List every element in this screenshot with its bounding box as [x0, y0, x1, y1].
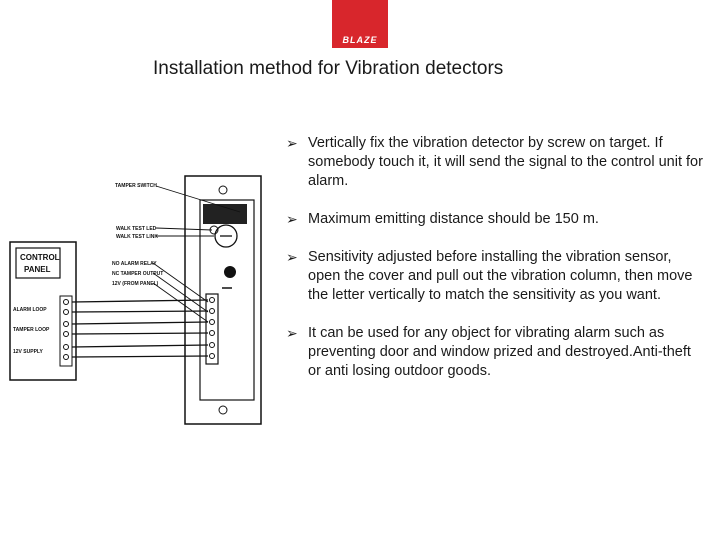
supply-label: 12V SUPPLY [13, 349, 43, 355]
slide-title: Installation method for Vibration detectors [153, 58, 504, 79]
bullet-text: Sensitivity adjusted before installing the vibration sensor, open the cover and pull out the vibration column, then move the letter vertically to match the sensitivity as you want. [308, 249, 693, 303]
arrow-bullet-icon: ➢ [286, 135, 298, 151]
brand-logo-text: BLAZE [342, 35, 378, 45]
brand-logo [332, 0, 388, 48]
tamper-loop-label: TAMPER LOOP [13, 327, 50, 333]
supply-from-panel-label: 12V (FROM PANEL) [112, 281, 159, 287]
wiring-diagram [8, 170, 278, 450]
arrow-bullet-icon: ➢ [286, 211, 298, 227]
bullet-item [286, 324, 706, 381]
wires [72, 300, 208, 357]
no-alarm-relay-label: NO ALARM RELAY [112, 261, 157, 267]
tamper-switch-label: TAMPER SWITCH [115, 183, 157, 189]
nc-tamper-output-label: NC TAMPER OUTPUT [112, 271, 164, 277]
sensor-led-icon [224, 266, 236, 278]
bullet-text: It can be used for any object for vibrating alarm such as preventing door and window prized and destroyed.Anti-theft or anti losing outdoor goods. [308, 325, 691, 379]
bullet-list [286, 134, 706, 400]
arrow-bullet-icon: ➢ [286, 325, 298, 341]
walk-test-link-label: WALK TEST LINK [116, 234, 158, 240]
bullet-text: Vertically fix the vibration detector by screw on target. If somebody touch it, it will send the signal to the control unit for alarm. [308, 135, 703, 189]
bullet-item [286, 210, 706, 229]
control-panel-label: CONTROL [20, 253, 60, 262]
bullet-item [286, 134, 706, 191]
bullet-item [286, 248, 706, 305]
panel-terminals [60, 296, 72, 366]
walk-test-led-label: WALK TEST LED [116, 226, 157, 232]
alarm-loop-label: ALARM LOOP [13, 307, 47, 313]
arrow-bullet-icon: ➢ [286, 249, 298, 265]
control-panel-label: PANEL [24, 265, 51, 274]
control-panel-box [10, 242, 76, 380]
bullet-text: Maximum emitting distance should be 150 m. [308, 211, 599, 227]
